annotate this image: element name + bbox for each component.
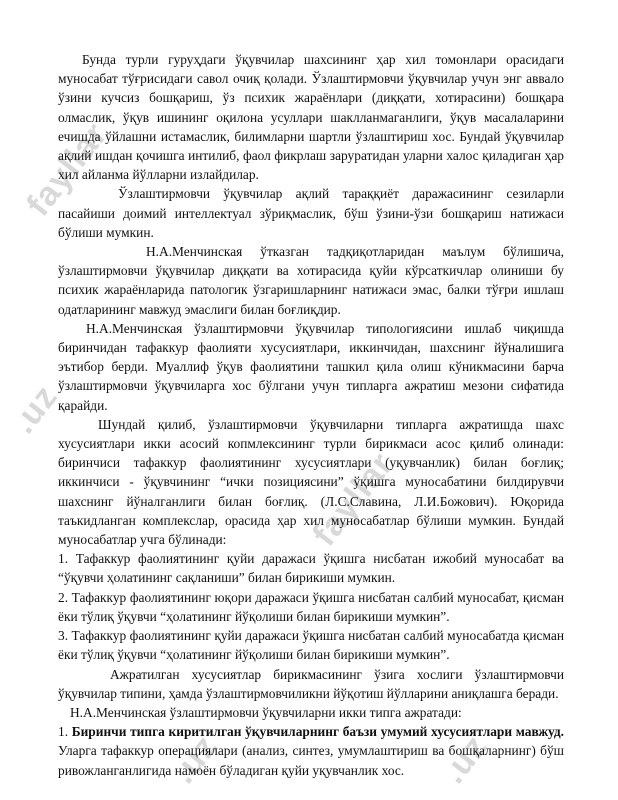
watermark: .uz: [4, 377, 66, 441]
list-item-text: Уларга тафаккур операциялари (анализ, синтез, умумлаштириш ва бошқаларнинг) бўш ривожланганлигида намоён бўладиган қуйи уқувчанлик хос.: [58, 743, 564, 778]
paragraph: Шундай қилиб, ўзлаштирмовчи ўқувчиларни типларга ажратишда шахс хусусиятлари икки асосий копмлексининг турли бирикмаси асос қилиб олинади: биринчиси тафаккур фаолиятининг хусусиятлари (уқувчанлик) билан боғлиқ; иккинчиси - ўқувчининг “ички позициясини” ўқишга муносабатини билдирувчи шахснинг йўналганлиги билан боғлиқ. (Л.С.Славина, Л.И.Божович). Юқорида таъкидланган комплекслар, орасида ҳар хил муносабатлар бўлиши мумкин. Бундай муносабатлар учга бўлинади:: [58, 416, 564, 548]
watermark: fayllar: [305, 445, 402, 554]
document-page: [58, 50, 564, 780]
watermark: .uz: [434, 727, 496, 791]
paragraph: Бунда турли гуруҳдаги ўқувчилар шахсининг ҳар хил томонлари орасидаги муносабат тўғрисидаги савол очиқ қолади. Ўзлаштирмовчи ўқувчилар учун энг аввало ўзини кучсиз бошқариш, ўз психик жараёнлари (диққати, хотирасини) бошқара олмаслик, ўқув ишининг оқилона усуллари шаклланмаганлиги, ўқув масалаларини ечишда ўйлашни истамаслик, билимларни шартли ўзлаштириш хос. Бундай ўқувчилар ақлий ишдан қочишга интилиб, фаол фикрлаш заруратидан уларни халос қиладиган ҳар хил айланма йўлларни излайдилар.: [58, 52, 564, 183]
list-item: 2. Тафаккур фаолиятининг юқори даражаси ўқишга нисбатан салбий муносабат, қисман ёки тўлиқ ўқувчи “ҳолатининг йўқолиши билан бирикиши мумкин”.: [58, 589, 564, 624]
list-item: 3. Тафаккур фаолиятининг қуйи даражаси ўқишга нисбатан салбий муносабатда қисман ёки тўлиқ ўқувчи “ҳолатининг йўқолиши билан бирикиши мумкин”.: [58, 628, 564, 663]
list-number: 1.: [58, 724, 72, 740]
list-item: 1. Тафаккур фаолиятининг қуйи даражаси ўқишга нисбатан ижобий муносабат ва “ўқувчи ҳолатининг сақланиши” билан бирикиши мумкин.: [58, 551, 564, 586]
bold-heading: Биринчи типга киритилган ўқувчиларнинг баъзи умумий хусусиятлари мавжуд.: [71, 724, 565, 740]
list-item: [58, 722, 564, 780]
paragraph: Ажратилган хусусиятлар бирикмасининг ўзига хослиги ўзлаштирмовчи ўқувчилар типини, ҳамда ўзлаштирмовчиликни йўқотиш йўлларини аниқлашга беради.: [58, 666, 564, 701]
paragraph: Ўзлаштирмовчи ўқувчилар ақлий тараққиёт даражасининг сезиларли пасайиши доимий интеллектуал зўриқмаслик, бўш ўзини-ўзи бошқариш натижаси бўлиши мумкин.: [58, 186, 564, 240]
paragraph: Н.А.Менчинская ўтказган тадқиқотларидан маълум бўлишича, ўзлаштирмовчи ўқувчилар диққати ва хотирасида қуйи кўрсаткичлар олиниши бу психик жараёнларида патологик ўзгаришларнинг натижаси эмас, балки тўғри ишлаш одатларининг мавжуд эмаслиги билан боғлиқдир.: [58, 244, 564, 317]
paragraph: Н.А.Менчинская ўзлаштирмовчи ўқувчилар типологиясини ишлаб чиқишда биринчидан тафаккур фаолияти хусусиятлари, иккинчидан, шахснинг йўналишига эътибор берди. Муаллиф ўқув фаолиятини ташкил қила олиш кўникмасини барча ўзлаштирмовчи ўқувчиларга хос бўлгани учун типларга ажратиш мезони сифатида қарайди.: [58, 320, 564, 413]
paragraph: Н.А.Менчинская ўзлаштирмовчи ўқувчиларни икки типга ажратади:: [70, 704, 462, 720]
watermark: .uz: [164, 727, 226, 791]
watermark: fayllar: [19, 115, 116, 224]
